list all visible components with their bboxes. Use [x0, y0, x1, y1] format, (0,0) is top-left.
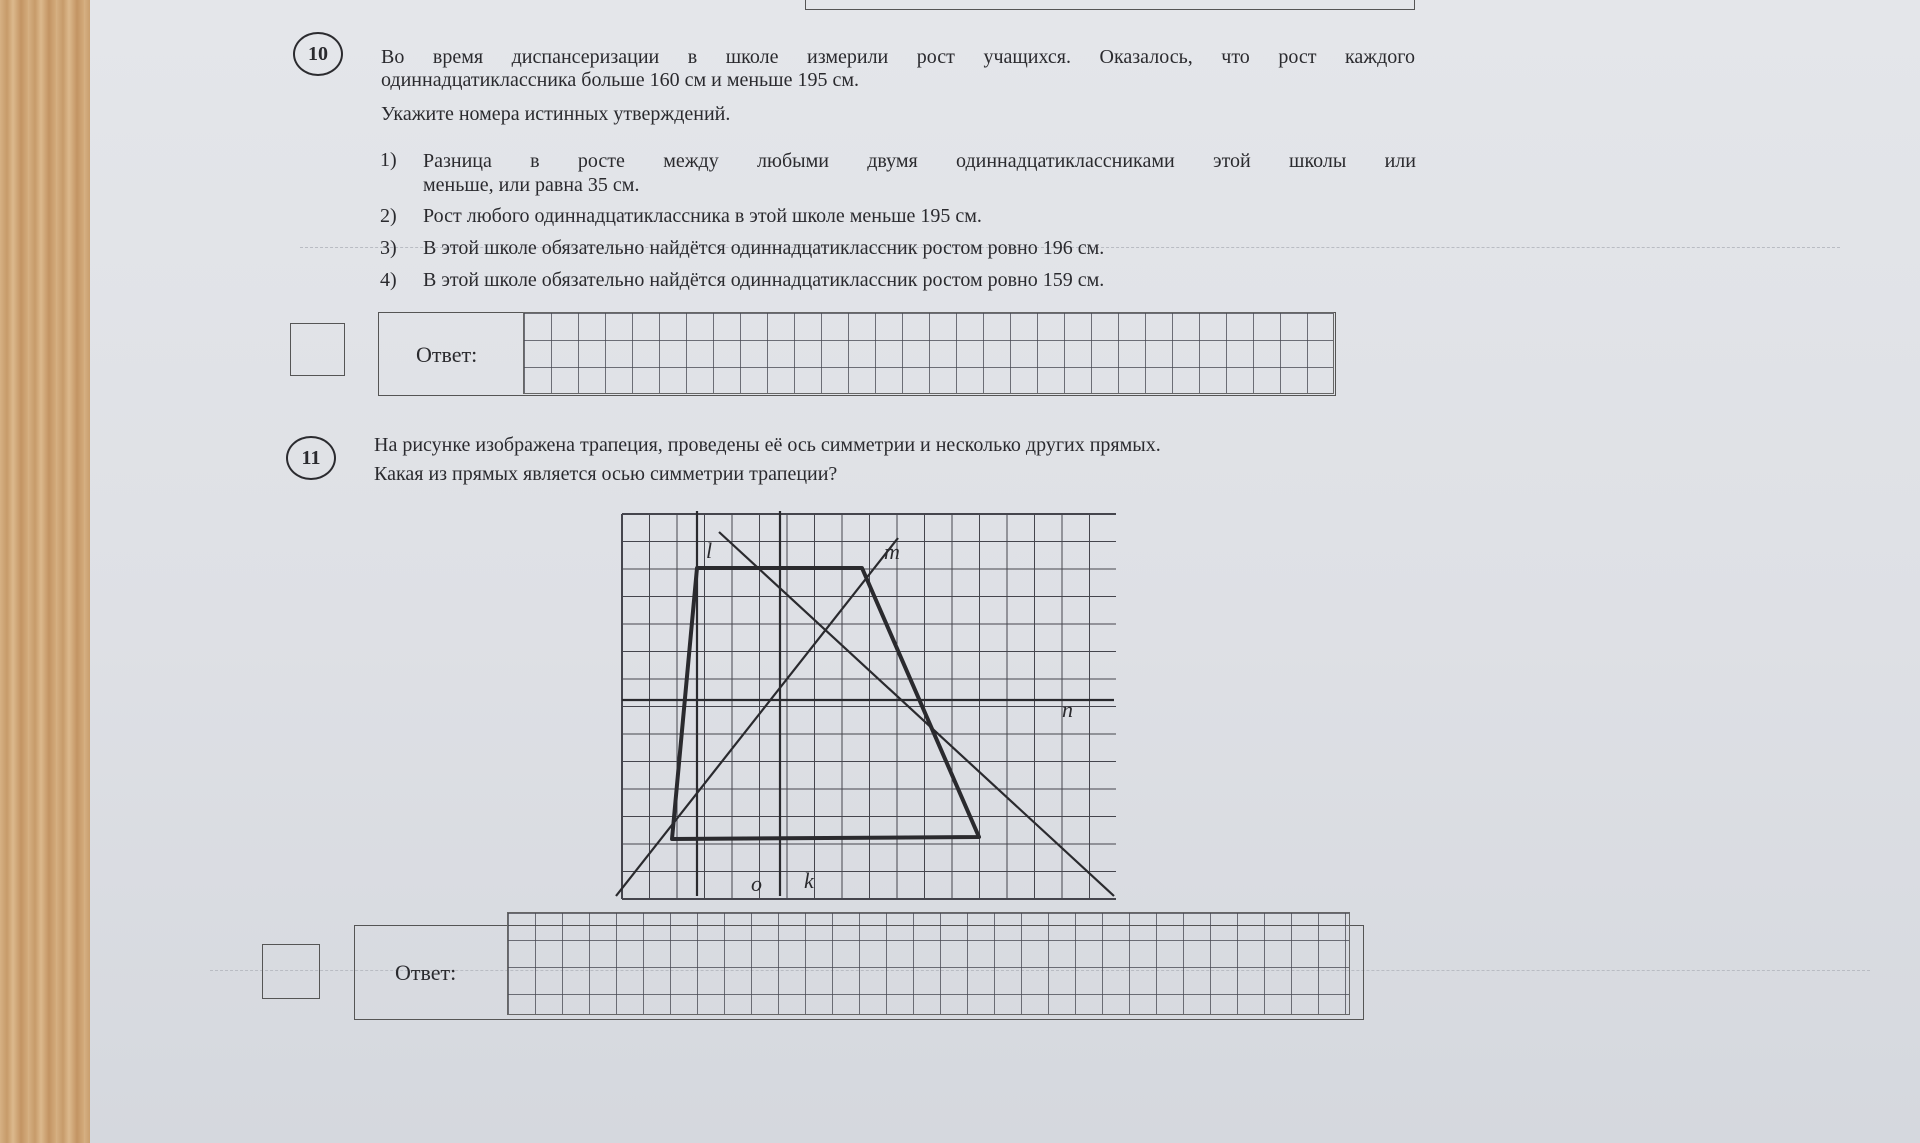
task11-mark-box [262, 944, 320, 999]
statement-1-line1: Разница в росте между любыми двумя одиннадцатиклассниками этой школы или [423, 150, 1416, 172]
trapezoid-figure [614, 510, 1116, 902]
statement-3-text: В этой школе обязательно найдётся одиннадцатиклассник ростом ровно 196 см. [423, 237, 1105, 259]
label-line-o: o [751, 871, 762, 896]
task10-answer-input[interactable] [523, 312, 1334, 394]
task11-question-line1: На рисунке изображена трапеция, проведены её ось симметрии и несколько других прямых. [374, 434, 1161, 456]
task10-mark-box [290, 323, 345, 376]
label-line-l: l [706, 538, 713, 563]
wooden-table [0, 0, 96, 1143]
statement-4-number: 4) [380, 269, 397, 291]
label-line-k: k [804, 868, 814, 893]
statement-2-text: Рост любого одиннадцатиклассника в этой школе меньше 195 см. [423, 205, 982, 227]
task11-question-line2: Какая из прямых является осью симметрии трапеции? [374, 463, 838, 485]
task-number-badge-10: 10 [293, 32, 343, 76]
line-m [616, 538, 898, 896]
task10-intro-line2: одиннадцатиклассника больше 160 см и меньше 195 см. [381, 69, 859, 91]
task10-intro-line1: Во время диспансеризации в школе измерили рост учащихся. Оказалось, что рост каждого [381, 46, 1415, 68]
statement-4-text: В этой школе обязательно найдётся одиннадцатиклассник ростом ровно 159 см. [423, 269, 1105, 291]
previous-answer-frame-edge [805, 0, 1415, 10]
statement-1-number: 1) [380, 149, 397, 171]
task11-answer-label: Ответ: [395, 960, 457, 985]
label-line-m: m [884, 539, 900, 564]
statement-2-number: 2) [380, 205, 397, 227]
task-number-badge-11: 11 [286, 436, 336, 480]
task10-instruction: Укажите номера истинных утверждений. [381, 103, 731, 125]
statement-1-line2: меньше, или равна 35 см. [423, 174, 640, 196]
exam-sheet [90, 0, 1920, 1143]
task11-answer-input[interactable] [507, 912, 1350, 1015]
trapezoid [672, 568, 979, 839]
label-line-n: n [1062, 697, 1073, 722]
line-l [719, 532, 1114, 896]
task10-answer-label: Ответ: [416, 342, 478, 367]
statement-3-number: 3) [380, 237, 397, 259]
